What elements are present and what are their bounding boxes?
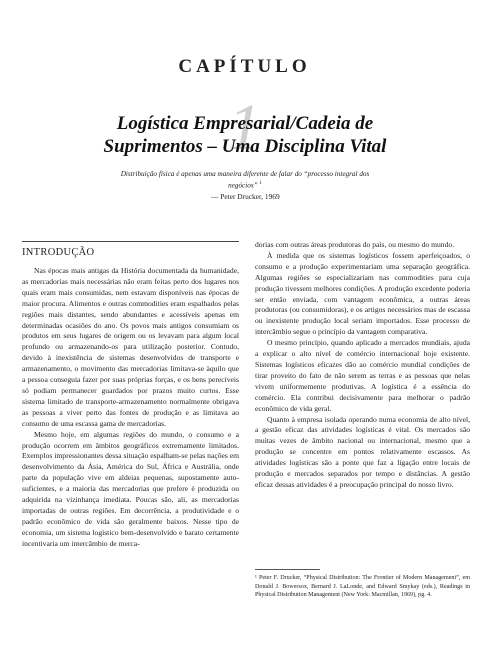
epigraph-note-marker: 1 [259, 181, 262, 186]
heading-rule [22, 241, 239, 242]
paragraph: Nas épocas mais antigas da História documentada da humanidade, as mercadorias mais necessárias não eram feitas perto dos lugares nos quais eram mais consumidas, nem estavam disponíveis nas épocas de maior procura. Alimentos e outras commodities eram espalhados pelas regiões mais distantes, sendo abundantes e acessíveis apenas em determinadas ocasiões do ano. Os povos mais antigos consumiam os produtos em seus lugares de origem ou os levavam para algum local profundo ou armazenando-os para utilização posterior. Contudo, devido à inexistência de sistemas desenvolvidos de transporte e armazenamento, o movimento das mercadorias limitava-se àquilo que a pessoa conseguia fazer por suas próprias forças, e os bens perecíveis só podiam permanecer guardados por prazos muito curtos. Esse sistema limitado de transporte-armazenamento normalmente obrigava as pessoas a viver perto das fontes de produção e as limitava ao consumo de uma escassa gama de mercadorias. [22, 266, 239, 428]
left-column [22, 266, 239, 550]
chapter-label: CAPÍTULO [178, 56, 311, 77]
footnote: ¹ Peter F. Drucker, “Physical Distribution: The Frontier of Modern Management”, em Donald J. Bowersox, Bernard J. LaLonde, and Edward Smykay (eds.), Readings in Physical Distribution Management (New York: Macmillan, 1969), pg. 4. [255, 575, 470, 599]
paragraph: O mesmo princípio, quando aplicado a mercados mundiais, ajuda a explicar o alto nível de comércio internacional hoje existente. Sistemas logísticos eficazes dão ao comércio mundial condições de tirar proveito do fato de não serem as terras e as pessoas que nelas vivem uniformemente produtivas. A logística é a essência do comércio. Ela contribui decisivamente para melhorar o padrão econômico de vida geral. [255, 338, 470, 413]
epigraph [120, 169, 370, 190]
chapter-number: 1 [228, 91, 261, 164]
paragraph: Mesmo hoje, em algumas regiões do mundo, o consumo e a produção ocorrem em âmbitos geográficos extremamente limitados. Exemplos impressionantes dessa situação espalham-se pelas nações em desenvolvimento da Ásia, América do Sul, África e Austrália, onde parte da população vive em aldeias pequenas, supostamente auto-suficientes, e a maioria das mercadorias que prefere é produzida ou adquirida na vizinhança imediata. Poucas são, ali, as mercadorias importadas de outras regiões. Em decorrência, a produtividade e o padrão econômico de vida são geralmente baixos. Nesse tipo de economia, um sistema logístico bem-desenvolvido e barato certamente incentivaria um intercâmbio de merca- [22, 429, 239, 548]
right-column [255, 240, 470, 491]
epigraph-author: — Peter Drucker, 1969 [211, 192, 280, 201]
chapter-title: Logística Empresarial/Cadeia de Suprimentos – Uma Disciplina Vital [103, 113, 387, 157]
paragraph: dorias com outras áreas produtoras do país, ou mesmo do mundo. [255, 240, 455, 249]
paragraph: À medida que os sistemas logísticos fossem aperfeiçoados, o consumo e a produção experimentariam uma separação geográfica. Algumas regiões se especializariam nas commodities para cuja produção tivessem melhores condições. A produção excedente poderia ser então enviada, com vantagem econômica, a outras áreas produtoras (ou consumidoras), e os artigos necessários mas de escassa ou inexistente produção local seriam importados. Esse processo de intercâmbio segue o princípio da vantagem comparativa. [255, 250, 470, 337]
paragraph: Quanto à empresa isolada operando numa economia de alto nível, a gestão eficaz das atividades logísticas é vital. Os mercados são muitas vezes de âmbito nacional ou internacional, mesmo que a produção se concentre em pontos relativamente escassos. As atividades logísticas são a ponte que faz a ligação entre locais de produção e mercados separados por tempo e distâncias. A gestão eficaz dessas atividades é a preocupação principal do nosso livro. [255, 414, 470, 489]
section-heading: INTRODUÇÃO [22, 247, 95, 258]
footnote-rule [255, 569, 320, 570]
epigraph-text: Distribuição física é apenas uma maneira diferente de falar do “processo integral dos negócios” [120, 170, 370, 190]
